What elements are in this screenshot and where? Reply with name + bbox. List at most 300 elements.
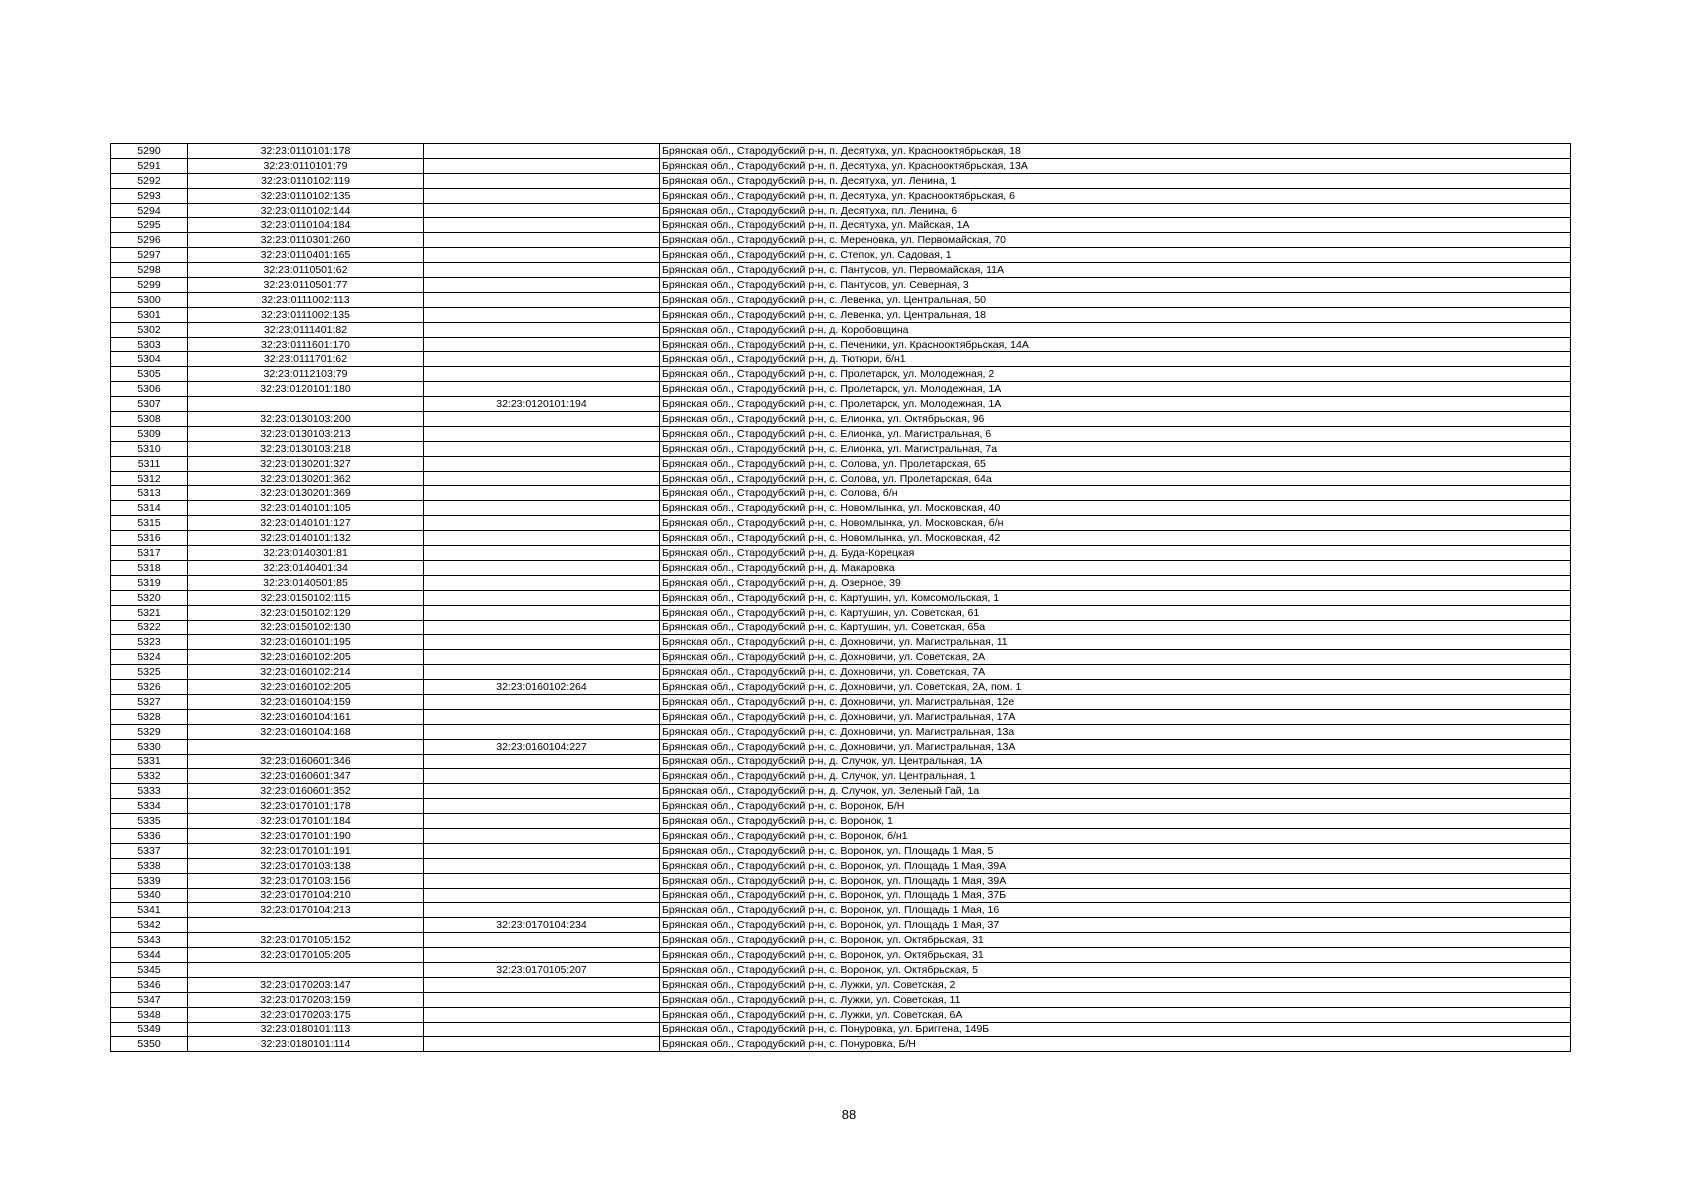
row-number-cell: 5323 (111, 635, 188, 650)
cadastral-number-secondary-cell (424, 992, 660, 1007)
table-row (111, 173, 1571, 188)
row-number-cell: 5336 (111, 828, 188, 843)
table-row (111, 933, 1571, 948)
row-number-cell: 5300 (111, 292, 188, 307)
table-row (111, 412, 1571, 427)
address-cell: Брянская обл., Стародубский р-н, с. Воронок, ул. Площадь 1 Мая, 37Б (660, 888, 1571, 903)
row-number-cell: 5306 (111, 382, 188, 397)
table-row (111, 441, 1571, 456)
table-row (111, 367, 1571, 382)
table-row (111, 665, 1571, 680)
row-number-cell: 5301 (111, 307, 188, 322)
row-number-cell: 5327 (111, 694, 188, 709)
table-row (111, 709, 1571, 724)
cadastral-number-secondary-cell: 32:23:0120101:194 (424, 397, 660, 412)
page-number: 88 (841, 1107, 857, 1122)
cadastral-number-cell: 32:23:0110102:135 (188, 188, 424, 203)
cadastral-number-secondary-cell (424, 456, 660, 471)
row-number-cell: 5326 (111, 680, 188, 695)
cadastral-number-cell: 32:23:0170101:190 (188, 828, 424, 843)
cadastral-number-cell: 32:23:0111601:170 (188, 337, 424, 352)
address-cell: Брянская обл., Стародубский р-н, с. Левенка, ул. Центральная, 50 (660, 292, 1571, 307)
cadastral-number-cell: 32:23:0110101:178 (188, 144, 424, 159)
cadastral-number-secondary-cell: 32:23:0170104:234 (424, 918, 660, 933)
address-cell: Брянская обл., Стародубский р-н, с. Печеники, ул. Краснооктябрьская, 14А (660, 337, 1571, 352)
row-number-cell: 5316 (111, 531, 188, 546)
address-cell: Брянская обл., Стародубский р-н, с. Воронок, ул. Октябрьская, 31 (660, 948, 1571, 963)
table-row (111, 426, 1571, 441)
cadastral-number-secondary-cell (424, 843, 660, 858)
cadastral-number-secondary-cell (424, 977, 660, 992)
row-number-cell: 5329 (111, 724, 188, 739)
table-row (111, 144, 1571, 159)
cadastral-number-secondary-cell (424, 322, 660, 337)
cadastral-number-cell: 32:23:0170203:147 (188, 977, 424, 992)
cadastral-number-secondary-cell (424, 828, 660, 843)
cadastral-number-cell (188, 739, 424, 754)
row-number-cell: 5308 (111, 412, 188, 427)
cadastral-number-secondary-cell (424, 382, 660, 397)
cadastral-number-secondary-cell (424, 307, 660, 322)
address-cell: Брянская обл., Стародубский р-н, п. Десятуха, ул. Майская, 1А (660, 218, 1571, 233)
address-cell: Брянская обл., Стародубский р-н, п. Десятуха, ул. Краснооктябрьская, 6 (660, 188, 1571, 203)
cadastral-number-cell: 32:23:0110501:62 (188, 263, 424, 278)
cadastral-number-cell: 32:23:0170105:152 (188, 933, 424, 948)
cadastral-number-secondary-cell (424, 620, 660, 635)
table-row (111, 263, 1571, 278)
cadastral-number-secondary-cell (424, 590, 660, 605)
table-row (111, 948, 1571, 963)
cadastral-number-cell: 32:23:0170203:159 (188, 992, 424, 1007)
address-cell: Брянская обл., Стародубский р-н, с. Левенка, ул. Центральная, 18 (660, 307, 1571, 322)
cadastral-number-cell: 32:23:0160104:159 (188, 694, 424, 709)
cadastral-number-cell: 32:23:0160601:352 (188, 784, 424, 799)
address-cell: Брянская обл., Стародубский р-н, п. Десятуха, ул. Ленина, 1 (660, 173, 1571, 188)
cadastral-number-secondary-cell (424, 694, 660, 709)
cadastral-number-cell: 32:23:0140101:132 (188, 531, 424, 546)
cadastral-number-cell: 32:23:0160104:168 (188, 724, 424, 739)
table-row (111, 546, 1571, 561)
cadastral-number-cell: 32:23:0160601:346 (188, 754, 424, 769)
address-cell: Брянская обл., Стародубский р-н, с. Воронок, ул. Площадь 1 Мая, 39А (660, 858, 1571, 873)
address-cell: Брянская обл., Стародубский р-н, с. Лужки, ул. Советская, 11 (660, 992, 1571, 1007)
cadastral-number-secondary-cell (424, 1007, 660, 1022)
row-number-cell: 5349 (111, 1022, 188, 1037)
address-cell: Брянская обл., Стародубский р-н, с. Пантусов, ул. Первомайская, 11А (660, 263, 1571, 278)
table-row (111, 292, 1571, 307)
address-cell: Брянская обл., Стародубский р-н, с. Картушин, ул. Комсомольская, 1 (660, 590, 1571, 605)
cadastral-number-secondary-cell (424, 724, 660, 739)
cadastral-number-cell: 32:23:0130201:362 (188, 471, 424, 486)
cadastral-number-cell: 32:23:0130201:369 (188, 486, 424, 501)
cadastral-number-cell: 32:23:0180101:114 (188, 1037, 424, 1052)
row-number-cell: 5291 (111, 158, 188, 173)
row-number-cell: 5338 (111, 858, 188, 873)
cadastral-number-secondary-cell: 32:23:0160102:264 (424, 680, 660, 695)
row-number-cell: 5318 (111, 560, 188, 575)
row-number-cell: 5322 (111, 620, 188, 635)
cadastral-number-secondary-cell (424, 233, 660, 248)
cadastral-number-cell: 32:23:0140401:34 (188, 560, 424, 575)
cadastral-number-cell: 32:23:0150102:115 (188, 590, 424, 605)
cadastral-number-secondary-cell (424, 1037, 660, 1052)
cadastral-number-secondary-cell (424, 799, 660, 814)
cadastral-number-secondary-cell (424, 546, 660, 561)
cadastral-number-cell: 32:23:0170101:178 (188, 799, 424, 814)
address-cell: Брянская обл., Стародубский р-н, д. Макаровка (660, 560, 1571, 575)
cadastral-number-cell: 32:23:0170203:175 (188, 1007, 424, 1022)
cadastral-number-cell: 32:23:0130103:213 (188, 426, 424, 441)
row-number-cell: 5341 (111, 903, 188, 918)
table-row (111, 233, 1571, 248)
table-row (111, 694, 1571, 709)
cadastral-number-secondary-cell: 32:23:0170105:207 (424, 962, 660, 977)
row-number-cell: 5321 (111, 605, 188, 620)
row-number-cell: 5292 (111, 173, 188, 188)
row-number-cell: 5305 (111, 367, 188, 382)
cadastral-number-cell (188, 962, 424, 977)
address-cell: Брянская обл., Стародубский р-н, с. Воронок, ул. Площадь 1 Мая, 5 (660, 843, 1571, 858)
cadastral-number-secondary-cell (424, 352, 660, 367)
table-row (111, 501, 1571, 516)
address-cell: Брянская обл., Стародубский р-н, д. Буда-Корецкая (660, 546, 1571, 561)
table-row (111, 799, 1571, 814)
cadastral-number-secondary-cell (424, 933, 660, 948)
cadastral-number-secondary-cell (424, 367, 660, 382)
row-number-cell: 5302 (111, 322, 188, 337)
row-number-cell: 5342 (111, 918, 188, 933)
table-row (111, 962, 1571, 977)
cadastral-number-secondary-cell (424, 858, 660, 873)
table-row (111, 918, 1571, 933)
address-cell: Брянская обл., Стародубский р-н, с. Воронок, Б/Н (660, 799, 1571, 814)
cadastral-number-secondary-cell (424, 516, 660, 531)
address-cell: Брянская обл., Стародубский р-н, с. Лужки, ул. Советская, 2 (660, 977, 1571, 992)
address-cell: Брянская обл., Стародубский р-н, с. Новомлынка, ул. Московская, б/н (660, 516, 1571, 531)
address-cell: Брянская обл., Стародубский р-н, с. Солова, ул. Пролетарская, 64а (660, 471, 1571, 486)
cadastral-number-cell: 32:23:0160102:205 (188, 680, 424, 695)
table-row (111, 992, 1571, 1007)
row-number-cell: 5313 (111, 486, 188, 501)
table-row (111, 873, 1571, 888)
table-row (111, 1007, 1571, 1022)
table-row (111, 635, 1571, 650)
cadastral-number-cell: 32:23:0110101:79 (188, 158, 424, 173)
table-row (111, 620, 1571, 635)
address-cell: Брянская обл., Стародубский р-н, д. Коробовщина (660, 322, 1571, 337)
cadastral-number-secondary-cell (424, 203, 660, 218)
cadastral-number-secondary-cell (424, 948, 660, 963)
address-cell: Брянская обл., Стародубский р-н, с. Дохновичи, ул. Советская, 2А, пом. 1 (660, 680, 1571, 695)
row-number-cell: 5290 (111, 144, 188, 159)
table-row (111, 471, 1571, 486)
address-cell: Брянская обл., Стародубский р-н, с. Лужки, ул. Советская, 6А (660, 1007, 1571, 1022)
address-cell: Брянская обл., Стародубский р-н, с. Елионка, ул. Магистральная, 7а (660, 441, 1571, 456)
address-cell: Брянская обл., Стародубский р-н, с. Дохновичи, ул. Магистральная, 12е (660, 694, 1571, 709)
cadastral-number-cell: 32:23:0140301:81 (188, 546, 424, 561)
address-cell: Брянская обл., Стародубский р-н, с. Солова, ул. Пролетарская, 65 (660, 456, 1571, 471)
row-number-cell: 5294 (111, 203, 188, 218)
cadastral-number-secondary-cell (424, 292, 660, 307)
row-number-cell: 5333 (111, 784, 188, 799)
row-number-cell: 5314 (111, 501, 188, 516)
table-row (111, 814, 1571, 829)
table-row (111, 977, 1571, 992)
row-number-cell: 5335 (111, 814, 188, 829)
table-row (111, 843, 1571, 858)
cadastral-number-secondary-cell (424, 144, 660, 159)
address-cell: Брянская обл., Стародубский р-н, с. Дохновичи, ул. Советская, 7А (660, 665, 1571, 680)
cadastral-number-cell (188, 397, 424, 412)
cadastral-number-secondary-cell (424, 903, 660, 918)
table-row (111, 158, 1571, 173)
cadastral-number-cell: 32:23:0111002:135 (188, 307, 424, 322)
cadastral-number-cell: 32:23:0111002:113 (188, 292, 424, 307)
row-number-cell: 5340 (111, 888, 188, 903)
address-cell: Брянская обл., Стародубский р-н, с. Воронок, ул. Площадь 1 Мая, 16 (660, 903, 1571, 918)
cadastral-number-secondary-cell (424, 560, 660, 575)
address-cell: Брянская обл., Стародубский р-н, п. Десятуха, ул. Краснооктябрьская, 13А (660, 158, 1571, 173)
row-number-cell: 5350 (111, 1037, 188, 1052)
address-cell: Брянская обл., Стародубский р-н, д. Тютюри, б/н1 (660, 352, 1571, 367)
address-cell: Брянская обл., Стародубский р-н, с. Понуровка, Б/Н (660, 1037, 1571, 1052)
table-row (111, 1022, 1571, 1037)
address-cell: Брянская обл., Стародубский р-н, д. Случок, ул. Центральная, 1 (660, 769, 1571, 784)
table-row (111, 322, 1571, 337)
row-number-cell: 5344 (111, 948, 188, 963)
table-row (111, 278, 1571, 293)
cadastral-number-secondary-cell (424, 650, 660, 665)
cadastral-number-cell: 32:23:0170103:138 (188, 858, 424, 873)
address-cell: Брянская обл., Стародубский р-н, д. Случок, ул. Зеленый Гай, 1а (660, 784, 1571, 799)
table-row (111, 456, 1571, 471)
row-number-cell: 5337 (111, 843, 188, 858)
table-row (111, 739, 1571, 754)
cadastral-number-secondary-cell (424, 605, 660, 620)
registry-table-container (110, 143, 1570, 1052)
address-cell: Брянская обл., Стародубский р-н, с. Картушин, ул. Советская, 65а (660, 620, 1571, 635)
address-cell: Брянская обл., Стародубский р-н, с. Дохновичи, ул. Магистральная, 11 (660, 635, 1571, 650)
address-cell: Брянская обл., Стародубский р-н, с. Воронок, ул. Октябрьская, 5 (660, 962, 1571, 977)
address-cell: Брянская обл., Стародубский р-н, с. Воронок, 1 (660, 814, 1571, 829)
cadastral-number-secondary-cell (424, 263, 660, 278)
table-row (111, 337, 1571, 352)
cadastral-number-cell: 32:23:0111701:62 (188, 352, 424, 367)
address-cell: Брянская обл., Стародубский р-н, с. Пролетарск, ул. Молодежная, 2 (660, 367, 1571, 382)
cadastral-number-cell: 32:23:0160102:205 (188, 650, 424, 665)
table-row (111, 769, 1571, 784)
cadastral-number-secondary-cell (424, 784, 660, 799)
table-row (111, 560, 1571, 575)
row-number-cell: 5328 (111, 709, 188, 724)
address-cell: Брянская обл., Стародубский р-н, с. Пролетарск, ул. Молодежная, 1А (660, 382, 1571, 397)
cadastral-number-secondary-cell (424, 412, 660, 427)
row-number-cell: 5331 (111, 754, 188, 769)
table-row (111, 1037, 1571, 1052)
cadastral-number-secondary-cell (424, 814, 660, 829)
table-row (111, 352, 1571, 367)
cadastral-number-cell: 32:23:0160101:195 (188, 635, 424, 650)
address-cell: Брянская обл., Стародубский р-н, п. Десятуха, ул. Краснооктябрьская, 18 (660, 144, 1571, 159)
address-cell: Брянская обл., Стародубский р-н, с. Дохновичи, ул. Магистральная, 13а (660, 724, 1571, 739)
table-row (111, 754, 1571, 769)
cadastral-number-cell: 32:23:0110301:260 (188, 233, 424, 248)
cadastral-number-secondary-cell (424, 709, 660, 724)
cadastral-number-cell: 32:23:0170104:213 (188, 903, 424, 918)
address-cell: Брянская обл., Стародубский р-н, п. Десятуха, пл. Ленина, 6 (660, 203, 1571, 218)
address-cell: Брянская обл., Стародубский р-н, с. Дохновичи, ул. Магистральная, 13А (660, 739, 1571, 754)
cadastral-number-secondary-cell (424, 426, 660, 441)
row-number-cell: 5310 (111, 441, 188, 456)
table-row (111, 858, 1571, 873)
address-cell: Брянская обл., Стародубский р-н, с. Воронок, ул. Октябрьская, 31 (660, 933, 1571, 948)
cadastral-number-secondary-cell (424, 873, 660, 888)
address-cell: Брянская обл., Стародубский р-н, с. Дохновичи, ул. Магистральная, 17А (660, 709, 1571, 724)
cadastral-number-secondary-cell (424, 754, 660, 769)
table-row (111, 531, 1571, 546)
row-number-cell: 5304 (111, 352, 188, 367)
cadastral-number-secondary-cell (424, 173, 660, 188)
table-row (111, 248, 1571, 263)
cadastral-number-cell: 32:23:0111401:82 (188, 322, 424, 337)
cadastral-number-cell: 32:23:0160601:347 (188, 769, 424, 784)
cadastral-number-secondary-cell (424, 665, 660, 680)
row-number-cell: 5346 (111, 977, 188, 992)
cadastral-number-secondary-cell (424, 575, 660, 590)
address-cell: Брянская обл., Стародубский р-н, с. Воронок, ул. Площадь 1 Мая, 39А (660, 873, 1571, 888)
cadastral-number-cell: 32:23:0112103:79 (188, 367, 424, 382)
cadastral-number-cell: 32:23:0170101:191 (188, 843, 424, 858)
cadastral-number-secondary-cell (424, 218, 660, 233)
row-number-cell: 5293 (111, 188, 188, 203)
cadastral-number-secondary-cell (424, 278, 660, 293)
row-number-cell: 5307 (111, 397, 188, 412)
address-cell: Брянская обл., Стародубский р-н, с. Степок, ул. Садовая, 1 (660, 248, 1571, 263)
table-row (111, 828, 1571, 843)
table-row (111, 516, 1571, 531)
row-number-cell: 5332 (111, 769, 188, 784)
row-number-cell: 5303 (111, 337, 188, 352)
cadastral-number-secondary-cell (424, 188, 660, 203)
registry-table (110, 143, 1571, 1052)
table-row (111, 218, 1571, 233)
table-row (111, 486, 1571, 501)
cadastral-number-cell: 32:23:0160102:214 (188, 665, 424, 680)
cadastral-number-cell: 32:23:0170105:205 (188, 948, 424, 963)
table-row (111, 382, 1571, 397)
cadastral-number-cell: 32:23:0130103:218 (188, 441, 424, 456)
cadastral-number-secondary-cell (424, 531, 660, 546)
row-number-cell: 5297 (111, 248, 188, 263)
cadastral-number-cell: 32:23:0130103:200 (188, 412, 424, 427)
cadastral-number-secondary-cell (424, 769, 660, 784)
table-row (111, 188, 1571, 203)
row-number-cell: 5325 (111, 665, 188, 680)
cadastral-number-secondary-cell (424, 635, 660, 650)
row-number-cell: 5320 (111, 590, 188, 605)
cadastral-number-cell: 32:23:0110102:144 (188, 203, 424, 218)
cadastral-number-cell: 32:23:0110501:77 (188, 278, 424, 293)
row-number-cell: 5309 (111, 426, 188, 441)
cadastral-number-cell: 32:23:0140101:105 (188, 501, 424, 516)
cadastral-number-secondary-cell (424, 158, 660, 173)
row-number-cell: 5298 (111, 263, 188, 278)
cadastral-number-secondary-cell (424, 888, 660, 903)
cadastral-number-cell: 32:23:0150102:129 (188, 605, 424, 620)
address-cell: Брянская обл., Стародубский р-н, с. Воронок, б/н1 (660, 828, 1571, 843)
cadastral-number-secondary-cell (424, 486, 660, 501)
table-row (111, 724, 1571, 739)
row-number-cell: 5334 (111, 799, 188, 814)
row-number-cell: 5343 (111, 933, 188, 948)
cadastral-number-secondary-cell: 32:23:0160104:227 (424, 739, 660, 754)
address-cell: Брянская обл., Стародубский р-н, с. Воронок, ул. Площадь 1 Мая, 37 (660, 918, 1571, 933)
cadastral-number-secondary-cell (424, 337, 660, 352)
cadastral-number-cell: 32:23:0130201:327 (188, 456, 424, 471)
row-number-cell: 5330 (111, 739, 188, 754)
row-number-cell: 5347 (111, 992, 188, 1007)
table-row (111, 397, 1571, 412)
table-row (111, 575, 1571, 590)
cadastral-number-cell: 32:23:0140101:127 (188, 516, 424, 531)
row-number-cell: 5311 (111, 456, 188, 471)
address-cell: Брянская обл., Стародубский р-н, с. Новомлынка, ул. Московская, 42 (660, 531, 1571, 546)
address-cell: Брянская обл., Стародубский р-н, с. Пролетарск, ул. Молодежная, 1А (660, 397, 1571, 412)
row-number-cell: 5315 (111, 516, 188, 531)
table-row (111, 650, 1571, 665)
cadastral-number-cell: 32:23:0180101:113 (188, 1022, 424, 1037)
cadastral-number-cell: 32:23:0160104:161 (188, 709, 424, 724)
cadastral-number-cell: 32:23:0170103:156 (188, 873, 424, 888)
cadastral-number-cell: 32:23:0110102:119 (188, 173, 424, 188)
cadastral-number-cell: 32:23:0110104:184 (188, 218, 424, 233)
address-cell: Брянская обл., Стародубский р-н, с. Дохновичи, ул. Советская, 2А (660, 650, 1571, 665)
address-cell: Брянская обл., Стародубский р-н, с. Понуровка, ул. Бриггена, 149Б (660, 1022, 1571, 1037)
row-number-cell: 5296 (111, 233, 188, 248)
cadastral-number-secondary-cell (424, 501, 660, 516)
table-row (111, 903, 1571, 918)
registry-table-body (111, 144, 1571, 1052)
row-number-cell: 5339 (111, 873, 188, 888)
table-row (111, 888, 1571, 903)
table-row (111, 680, 1571, 695)
address-cell: Брянская обл., Стародубский р-н, с. Елионка, ул. Октябрьская, 96 (660, 412, 1571, 427)
cadastral-number-cell: 32:23:0120101:180 (188, 382, 424, 397)
cadastral-number-cell: 32:23:0170104:210 (188, 888, 424, 903)
address-cell: Брянская обл., Стародубский р-н, д. Случок, ул. Центральная, 1А (660, 754, 1571, 769)
address-cell: Брянская обл., Стародубский р-н, с. Елионка, ул. Магистральная, 6 (660, 426, 1571, 441)
cadastral-number-cell: 32:23:0170101:184 (188, 814, 424, 829)
address-cell: Брянская обл., Стародубский р-н, с. Пантусов, ул. Северная, 3 (660, 278, 1571, 293)
table-row (111, 784, 1571, 799)
row-number-cell: 5295 (111, 218, 188, 233)
table-row (111, 590, 1571, 605)
cadastral-number-secondary-cell (424, 471, 660, 486)
table-row (111, 307, 1571, 322)
cadastral-number-cell: 32:23:0150102:130 (188, 620, 424, 635)
address-cell: Брянская обл., Стародубский р-н, с. Мереновка, ул. Первомайская, 70 (660, 233, 1571, 248)
row-number-cell: 5299 (111, 278, 188, 293)
table-row (111, 605, 1571, 620)
table-row (111, 203, 1571, 218)
cadastral-number-cell: 32:23:0110401:165 (188, 248, 424, 263)
cadastral-number-secondary-cell (424, 248, 660, 263)
row-number-cell: 5317 (111, 546, 188, 561)
cadastral-number-secondary-cell (424, 441, 660, 456)
address-cell: Брянская обл., Стародубский р-н, с. Новомлынка, ул. Московская, 40 (660, 501, 1571, 516)
address-cell: Брянская обл., Стародубский р-н, д. Озерное, 39 (660, 575, 1571, 590)
row-number-cell: 5319 (111, 575, 188, 590)
